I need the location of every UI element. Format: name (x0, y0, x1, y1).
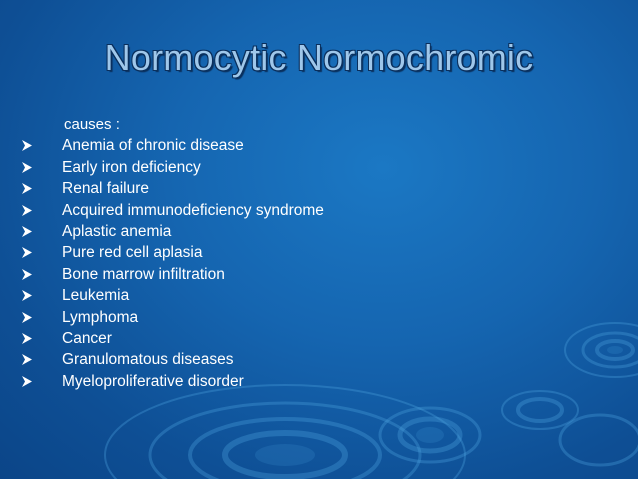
list-item (20, 371, 620, 392)
arrowhead-bullet-icon (20, 307, 36, 328)
list-item (20, 135, 620, 156)
list-item-label: Acquired immunodeficiency syndrome (62, 201, 324, 219)
list-item-label: Lymphoma (62, 308, 139, 326)
list-item-label: Cancer (62, 330, 112, 348)
list-item-label: Granulomatous diseases (62, 351, 234, 369)
list-item (20, 328, 620, 349)
arrowhead-bullet-icon (20, 135, 36, 156)
list-item-label: Myeloproliferative disorder (62, 372, 244, 390)
arrowhead-bullet-icon (20, 328, 36, 349)
arrowhead-bullet-icon (20, 371, 36, 392)
list-item (20, 264, 620, 285)
causes-intro: causes : (64, 116, 120, 133)
slide-body (20, 114, 620, 392)
slide-title: Normocytic Normochromic (104, 37, 534, 78)
list-item (20, 200, 620, 221)
list-item (20, 157, 620, 178)
list-item-label: Anemia of chronic disease (62, 137, 244, 155)
list-item (20, 221, 620, 242)
arrowhead-bullet-icon (20, 157, 36, 178)
arrowhead-bullet-icon (20, 242, 36, 263)
list-item-label: Renal failure (62, 180, 150, 198)
arrowhead-bullet-icon (20, 285, 36, 306)
arrowhead-bullet-icon (20, 221, 36, 242)
causes-list (20, 135, 620, 392)
arrowhead-bullet-icon (20, 200, 36, 221)
list-item-label: Pure red cell aplasia (62, 244, 203, 262)
list-item-label: Bone marrow infiltration (62, 265, 225, 283)
list-item (20, 178, 620, 199)
list-item (20, 349, 620, 370)
list-item (20, 242, 620, 263)
list-item (20, 285, 620, 306)
arrowhead-bullet-icon (20, 178, 36, 199)
list-item-label: Aplastic anemia (62, 223, 172, 241)
list-item (20, 307, 620, 328)
list-item-label: Leukemia (62, 287, 130, 305)
arrowhead-bullet-icon (20, 264, 36, 285)
arrowhead-bullet-icon (20, 349, 36, 370)
list-item-label: Early iron deficiency (62, 158, 201, 176)
